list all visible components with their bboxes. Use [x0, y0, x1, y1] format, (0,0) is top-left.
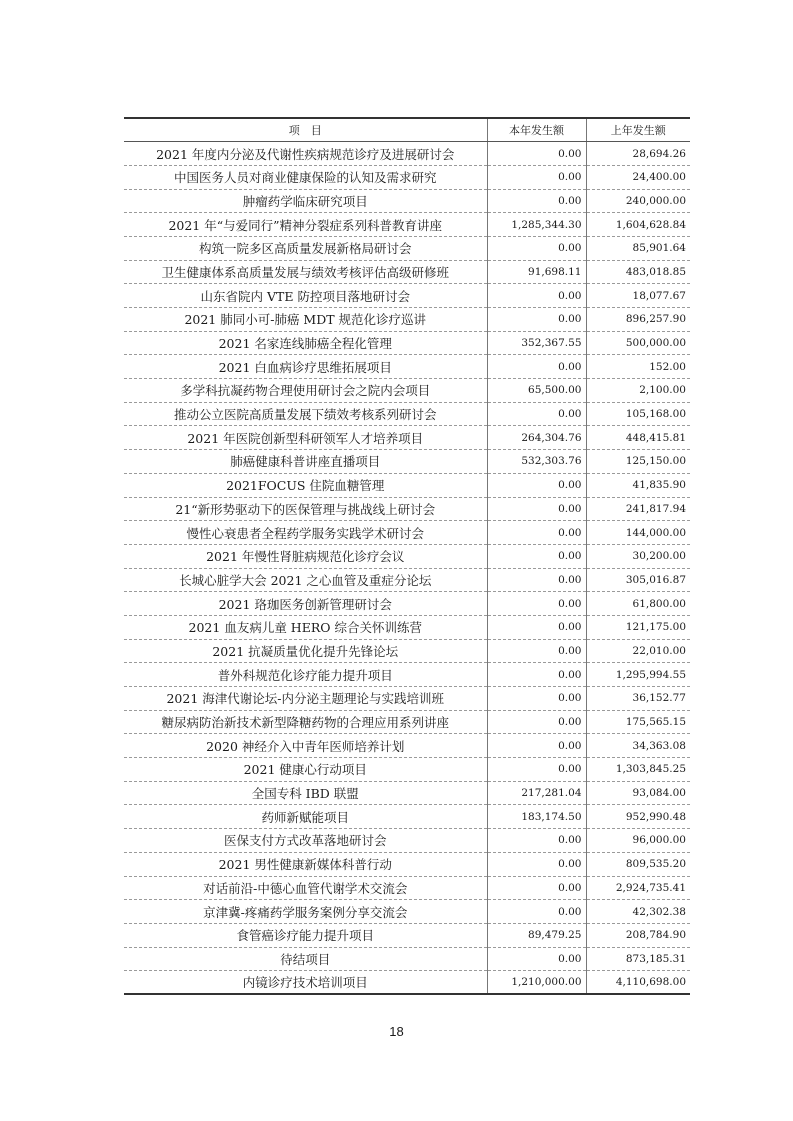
table-row: [124, 639, 690, 663]
previous-year-amount-cell: 18,077.67: [586, 284, 690, 308]
table-row: [124, 852, 690, 876]
item-name-cell: 肺癌健康科普讲座直播项目: [124, 450, 487, 474]
current-year-amount-cell: 0.00: [487, 876, 586, 900]
current-year-amount-cell: 0.00: [487, 568, 586, 592]
previous-year-amount-cell: 121,175.00: [586, 615, 690, 639]
previous-year-amount-cell: 61,800.00: [586, 592, 690, 616]
table-row: [124, 189, 690, 213]
table-row: [124, 663, 690, 687]
item-name-cell: 2021 年“与爱同行”精神分裂症系列科普教育讲座: [124, 213, 487, 237]
table-row: [124, 947, 690, 971]
item-name-cell: 医保支付方式改革落地研讨会: [124, 829, 487, 853]
current-year-amount-cell: 0.00: [487, 402, 586, 426]
item-name-cell: 中国医务人员对商业健康保险的认知及需求研究: [124, 165, 487, 189]
table-row: [124, 426, 690, 450]
current-year-amount-cell: 0.00: [487, 852, 586, 876]
item-name-cell: 京津冀-疼痛药学服务案例分享交流会: [124, 900, 487, 924]
item-name-cell: 全国专科 IBD 联盟: [124, 781, 487, 805]
header-item: 项 目: [124, 118, 487, 142]
table-row: [124, 213, 690, 237]
current-year-amount-cell: 0.00: [487, 284, 586, 308]
item-name-cell: 2021 白血病诊疗思维拓展项目: [124, 355, 487, 379]
previous-year-amount-cell: 2,100.00: [586, 379, 690, 403]
previous-year-amount-cell: 105,168.00: [586, 402, 690, 426]
current-year-amount-cell: 0.00: [487, 687, 586, 711]
item-name-cell: 2021 名家连线肺癌全程化管理: [124, 331, 487, 355]
item-name-cell: 2021 海津代谢论坛-内分泌主题理论与实践培训班: [124, 687, 487, 711]
table-row: [124, 284, 690, 308]
item-name-cell: 2021 血友病儿童 HERO 综合关怀训练营: [124, 615, 487, 639]
previous-year-amount-cell: 896,257.90: [586, 308, 690, 332]
current-year-amount-cell: 217,281.04: [487, 781, 586, 805]
previous-year-amount-cell: 240,000.00: [586, 189, 690, 213]
current-year-amount-cell: 264,304.76: [487, 426, 586, 450]
current-year-amount-cell: 0.00: [487, 663, 586, 687]
item-name-cell: 推动公立医院高质量发展下绩效考核系列研讨会: [124, 402, 487, 426]
table-row: [124, 900, 690, 924]
current-year-amount-cell: 0.00: [487, 521, 586, 545]
current-year-amount-cell: 0.00: [487, 592, 586, 616]
item-name-cell: 内镜诊疗技术培训项目: [242, 975, 368, 991]
item-name-cell: 慢性心衰患者全程药学服务实践学术研讨会: [124, 521, 487, 545]
current-year-amount-cell: 65,500.00: [487, 379, 586, 403]
current-year-amount-cell: 183,174.50: [487, 805, 586, 829]
item-name-cell: 卫生健康体系高质量发展与绩效考核评估高级研修班: [124, 260, 487, 284]
table-row: [124, 568, 690, 592]
previous-year-amount-cell: 42,302.38: [586, 900, 690, 924]
table-row: [124, 615, 690, 639]
table-header-row: [124, 118, 690, 142]
current-year-amount-cell: 0.00: [487, 189, 586, 213]
table-row: [124, 260, 690, 284]
current-year-amount-cell: 89,479.25: [487, 923, 586, 947]
previous-year-amount-cell: 96,000.00: [586, 829, 690, 853]
table-row: [124, 829, 690, 853]
previous-year-amount-cell: 4,110,698.00: [586, 971, 690, 995]
expense-table: [124, 117, 690, 995]
table-row: [124, 687, 690, 711]
item-name-cell: 2021 年医院创新型科研领军人才培养项目: [124, 426, 487, 450]
previous-year-amount-cell: 952,990.48: [586, 805, 690, 829]
previous-year-amount-cell: 34,363.08: [586, 734, 690, 758]
table-row: [124, 592, 690, 616]
previous-year-amount-cell: 175,565.15: [586, 710, 690, 734]
current-year-amount-cell: 532,303.76: [487, 450, 586, 474]
previous-year-amount-cell: 125,150.00: [586, 450, 690, 474]
current-year-amount-cell: 0.00: [487, 142, 586, 166]
table-row: [124, 971, 690, 995]
previous-year-amount-cell: 24,400.00: [586, 165, 690, 189]
item-name-cell: 待结项目: [124, 947, 487, 971]
table-row: [124, 236, 690, 260]
item-name-cell: 长城心脏学大会 2021 之心血管及重症分论坛: [124, 568, 487, 592]
table-row: [124, 521, 690, 545]
table-row: [124, 876, 690, 900]
previous-year-amount-cell: 41,835.90: [586, 473, 690, 497]
item-name-cell: 21“新形势驱动下的医保管理与挑战线上研讨会: [124, 497, 487, 521]
table-row: [124, 923, 690, 947]
current-year-amount-cell: 0.00: [487, 947, 586, 971]
table-row: [124, 805, 690, 829]
previous-year-amount-cell: 22,010.00: [586, 639, 690, 663]
item-name-cell: 2021 抗凝质量优化提升先锋论坛: [124, 639, 487, 663]
current-year-amount-cell: 91,698.11: [487, 260, 586, 284]
current-year-amount-cell: 0.00: [487, 165, 586, 189]
item-name-cell: 2021FOCUS 住院血糖管理: [124, 473, 487, 497]
table-row: [124, 734, 690, 758]
item-name-cell: 食管癌诊疗能力提升项目: [124, 923, 487, 947]
current-year-amount-cell: 0.00: [487, 355, 586, 379]
current-year-amount-cell: 1,285,344.30: [487, 213, 586, 237]
previous-year-amount-cell: 208,784.90: [586, 923, 690, 947]
table-row: [124, 781, 690, 805]
table-row: [124, 308, 690, 332]
item-name-cell: 2021 年慢性肾脏病规范化诊疗会议: [124, 544, 487, 568]
table-row: [124, 402, 690, 426]
previous-year-amount-cell: 873,185.31: [586, 947, 690, 971]
table-row: [124, 379, 690, 403]
previous-year-amount-cell: 36,152.77: [586, 687, 690, 711]
previous-year-amount-cell: 448,415.81: [586, 426, 690, 450]
table-row: [124, 165, 690, 189]
table-row: [124, 142, 690, 166]
current-year-amount-cell: 0.00: [487, 544, 586, 568]
item-name-cell: 构筑一院多区高质量发展新格局研讨会: [124, 236, 487, 260]
item-name-cell: 2021 健康心行动项目: [124, 758, 487, 782]
table-row: [124, 355, 690, 379]
table-row: [124, 473, 690, 497]
previous-year-amount-cell: 144,000.00: [586, 521, 690, 545]
previous-year-amount-cell: 500,000.00: [586, 331, 690, 355]
current-year-amount-cell: 0.00: [487, 758, 586, 782]
previous-year-amount-cell: 28,694.26: [586, 142, 690, 166]
current-year-amount-cell: 0.00: [487, 829, 586, 853]
item-name-cell: 2020 神经介入中青年医师培养计划: [124, 734, 487, 758]
current-year-amount-cell: 0.00: [487, 236, 586, 260]
previous-year-amount-cell: 152.00: [586, 355, 690, 379]
current-year-amount-cell: 0.00: [487, 900, 586, 924]
current-year-amount-cell: 0.00: [487, 734, 586, 758]
item-name-cell: 2021 年度内分泌及代谢性疾病规范诊疗及进展研讨会: [124, 142, 487, 166]
item-name-cell: 2021 肺同小可-肺癌 MDT 规范化诊疗巡讲: [124, 308, 487, 332]
page-number: 18: [389, 1024, 404, 1039]
table-row: [124, 758, 690, 782]
item-name-cell: 普外科规范化诊疗能力提升项目: [124, 663, 487, 687]
item-name-cell: 药师新赋能项目: [124, 805, 487, 829]
previous-year-amount-cell: 1,604,628.84: [586, 213, 690, 237]
previous-year-amount-cell: 30,200.00: [586, 544, 690, 568]
header-previous-year: 上年发生额: [586, 118, 690, 142]
current-year-amount-cell: 0.00: [487, 639, 586, 663]
current-year-amount-cell: 0.00: [487, 473, 586, 497]
previous-year-amount-cell: 93,084.00: [586, 781, 690, 805]
current-year-amount-cell: 0.00: [487, 615, 586, 639]
table-row: [124, 497, 690, 521]
current-year-amount-cell: 1,210,000.00: [487, 971, 586, 995]
item-name-cell: 糖尿病防治新技术新型降糖药物的合理应用系列讲座: [124, 710, 487, 734]
item-name-cell: 2021 男性健康新媒体科普行动: [124, 852, 487, 876]
item-name-cell: 多学科抗凝药物合理使用研讨会之院内会项目: [124, 379, 487, 403]
item-name-cell: 山东省院内 VTE 防控项目落地研讨会: [124, 284, 487, 308]
previous-year-amount-cell: 483,018.85: [586, 260, 690, 284]
previous-year-amount-cell: 809,535.20: [586, 852, 690, 876]
previous-year-amount-cell: 85,901.64: [586, 236, 690, 260]
current-year-amount-cell: 0.00: [487, 497, 586, 521]
previous-year-amount-cell: 1,295,994.55: [586, 663, 690, 687]
table-row: [124, 544, 690, 568]
table-row: [124, 331, 690, 355]
table-row: [124, 450, 690, 474]
current-year-amount-cell: 352,367.55: [487, 331, 586, 355]
item-name-cell: 2021 珞珈医务创新管理研讨会: [124, 592, 487, 616]
current-year-amount-cell: 0.00: [487, 710, 586, 734]
item-name-cell: 肿瘤药学临床研究项目: [124, 189, 487, 213]
table-row: [124, 710, 690, 734]
current-year-amount-cell: 0.00: [487, 308, 586, 332]
previous-year-amount-cell: 1,303,845.25: [586, 758, 690, 782]
item-name-cell: 对话前沿-中德心血管代谢学术交流会: [124, 876, 487, 900]
previous-year-amount-cell: 2,924,735.41: [586, 876, 690, 900]
previous-year-amount-cell: 241,817.94: [586, 497, 690, 521]
previous-year-amount-cell: 305,016.87: [586, 568, 690, 592]
header-current-year: 本年发生额: [487, 118, 586, 142]
